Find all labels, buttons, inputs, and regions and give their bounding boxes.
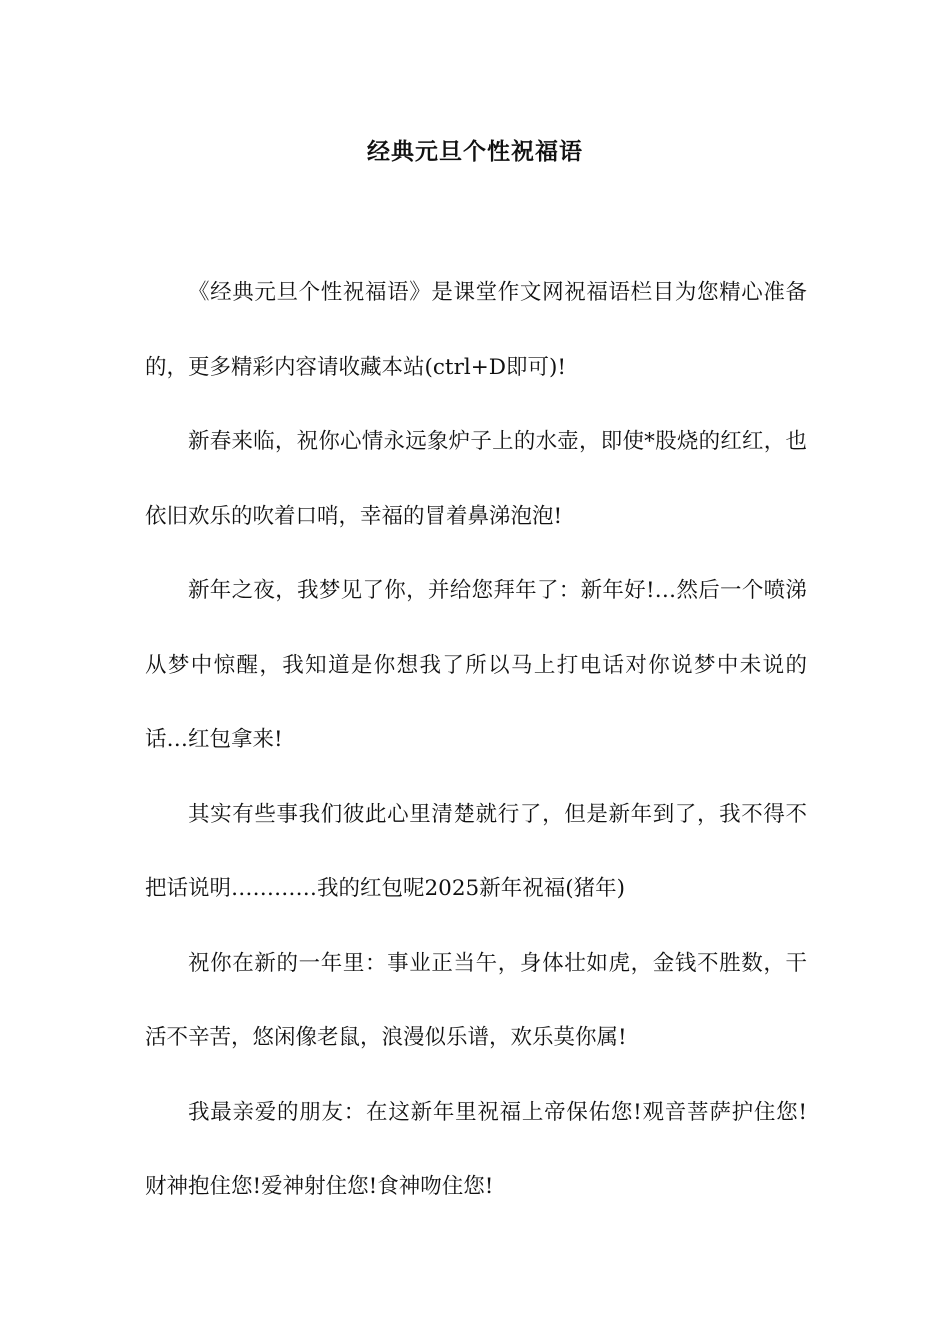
paragraph-greeting-2: 新年之夜，我梦见了你，并给您拜年了：新年好!…然后一个喷涕从梦中惊醒，我知道是你想我了所以马上打电话对你说梦中未说的话…红包拿来! [145,578,807,752]
paragraph-greeting-3: 其实有些事我们彼此心里清楚就行了，但是新年到了，我不得不把话说明…………我的红包呢2025新年祝福(猪年) [145,801,807,901]
paragraph-greeting-4: 祝你在新的一年里：事业正当午，身体壮如虎，金钱不胜数，干活不辛苦，悠闲像老鼠，浪漫似乐谱，欢乐莫你属! [145,950,807,1050]
paragraph-intro: 《经典元旦个性祝福语》是课堂作文网祝福语栏目为您精心准备的，更多精彩内容请收藏本站(ctrl+D即可)! [145,280,807,380]
paragraph-greeting-1: 新春来临，祝你心情永远象炉子上的水壶，即使*股烧的红红，也依旧欢乐的吹着口哨，幸福的冒着鼻涕泡泡! [145,429,807,529]
document-title: 经典元旦个性祝福语 [367,138,583,165]
document-body [145,256,807,1225]
paragraph-greeting-5: 我最亲爱的朋友：在这新年里祝福上帝保佑您!观音菩萨护住您!财神抱住您!爱神射住您!食神吻住您! [145,1099,807,1199]
